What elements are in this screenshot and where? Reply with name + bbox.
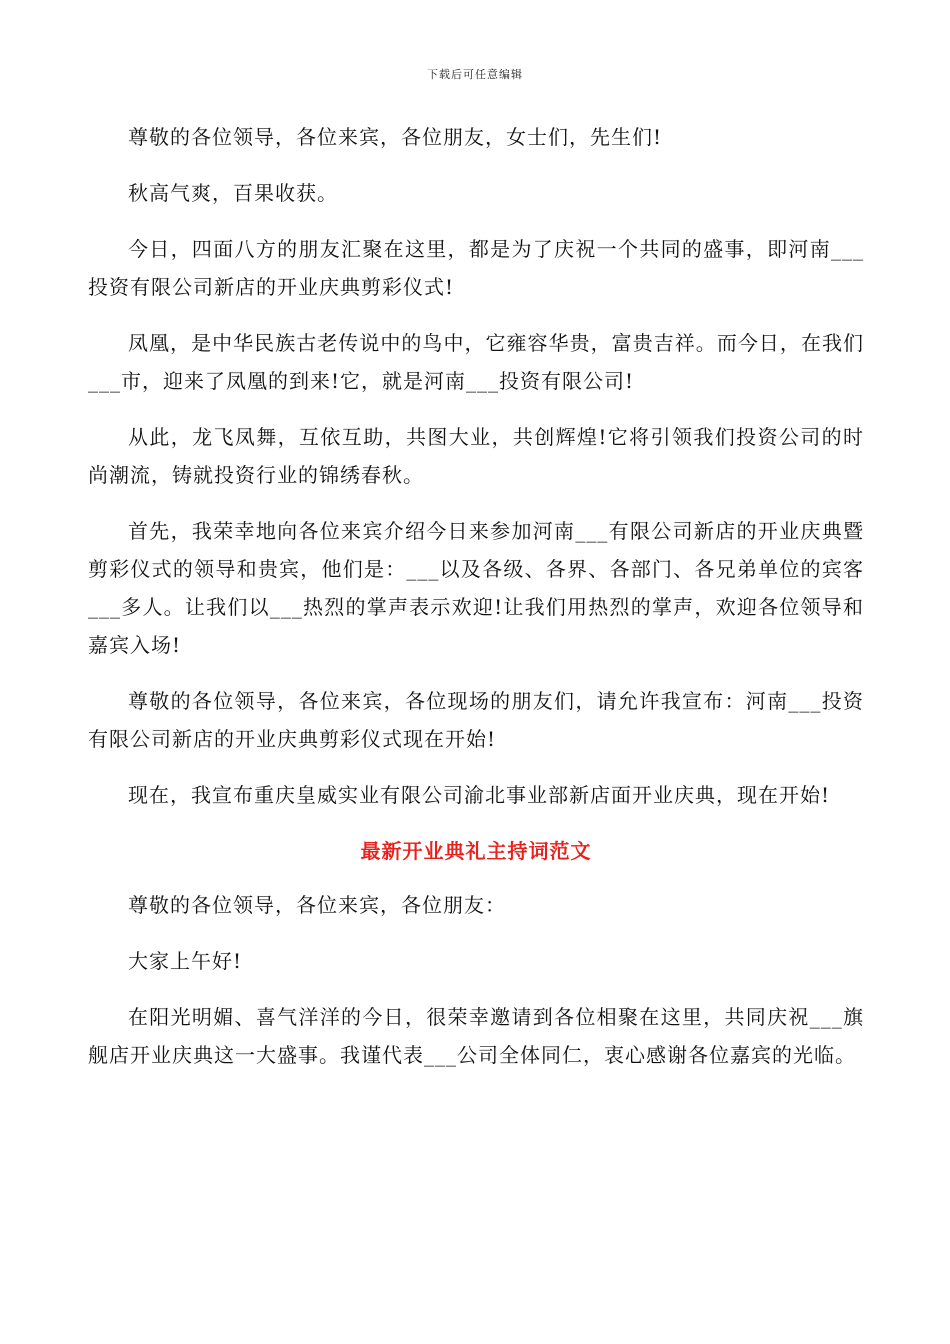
paragraph-gathering: 今日，四面八方的朋友汇聚在这里，都是为了庆祝一个共同的盛事，即河南___投资有限公司新店的开业庆典剪彩仪式! xyxy=(88,237,864,299)
paragraph-good-morning: 大家上午好! xyxy=(128,949,243,973)
paragraph-greeting-2: 尊敬的各位领导，各位来宾，各位朋友： xyxy=(128,893,506,917)
paragraph-phoenix: 凤凰，是中华民族古老传说中的鸟中，它雍容华贵，富贵吉祥。而今日，在我们___市，迎来了凤凰的到来!它，就是河南___投资有限公司! xyxy=(88,331,864,393)
document-body xyxy=(88,118,864,1092)
paragraph-start: 现在，我宣布重庆皇威实业有限公司渝北事业部新店面开业庆典，现在开始! xyxy=(128,783,831,807)
paragraph-season: 秋高气爽，百果收获。 xyxy=(128,181,338,205)
header-note: 下载后可任意编辑 xyxy=(427,68,523,81)
section-title: 最新开业典礼主持词范文 xyxy=(360,839,592,863)
paragraph-future: 从此，龙飞凤舞，互依互助，共图大业，共创辉煌!它将引领我们投资公司的时尚潮流，铸就投资行业的锦绣春秋。 xyxy=(88,425,864,487)
paragraph-greeting: 尊敬的各位领导，各位来宾，各位朋友，女士们，先生们! xyxy=(128,125,663,149)
paragraph-celebration: 在阳光明媚、喜气洋洋的今日，很荣幸邀请到各位相聚在这里，共同庆祝___旗舰店开业庆典这一大盛事。我谨代表___公司全体同仁，衷心感谢各位嘉宾的光临。 xyxy=(88,1005,864,1067)
paragraph-announcement: 尊敬的各位领导，各位来宾，各位现场的朋友们，请允许我宣布：河南___投资有限公司新店的开业庆典剪彩仪式现在开始! xyxy=(88,689,864,751)
paragraph-introduction: 首先，我荣幸地向各位来宾介绍今日来参加河南___有限公司新店的开业庆典暨剪彩仪式的领导和贵宾，他们是：___以及各级、各界、各部门、各兄弟单位的宾客___多人。让我们以___热烈的掌声表示欢迎!让我们用热烈的掌声，欢迎各位领导和嘉宾入场! xyxy=(88,519,864,657)
